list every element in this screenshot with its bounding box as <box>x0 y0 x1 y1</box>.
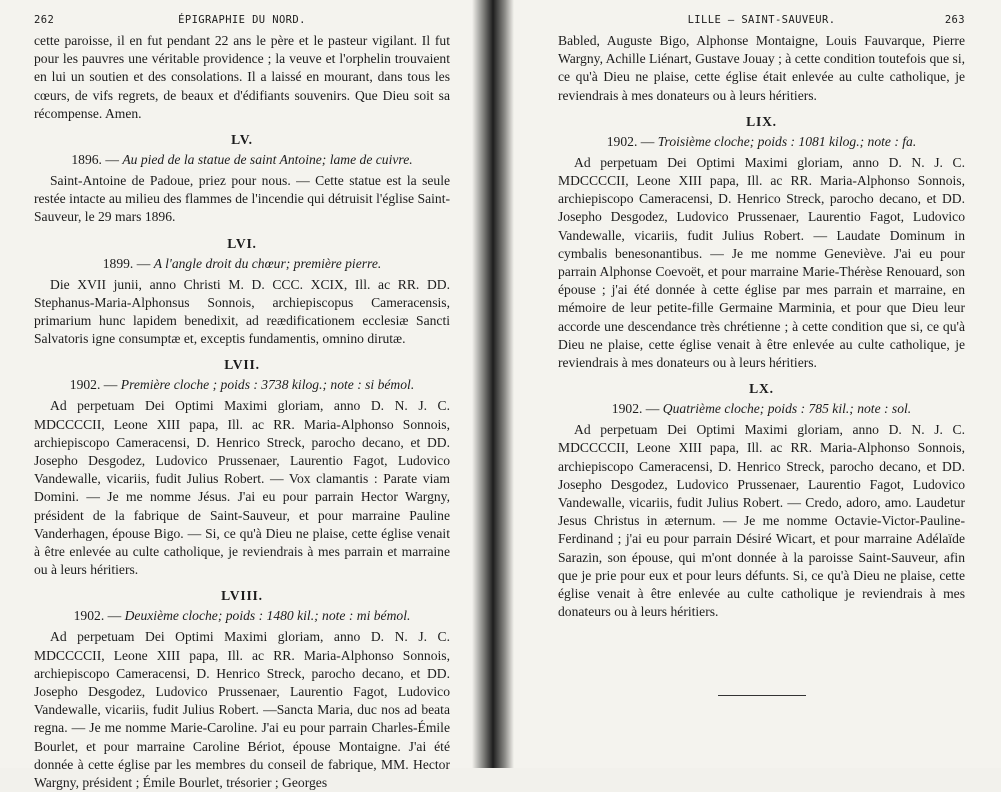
section-body: Saint-Antoine de Padoue, priez pour nous. — Cette statue est la seule restée intacte au milieu des flammes de l'incendie qui détruisit l'église Saint-Sauveur, le 29 mars 1896. <box>34 173 450 225</box>
section-heading: LVI. <box>227 235 257 251</box>
running-title: ÉPIGRAPHIE DU NORD. <box>178 14 306 26</box>
section-body: Ad perpetuam Dei Optimi Maximi gloriam, anno D. N. J. C. MDCCCCII, Leone XIII papa, Ill. ac RR. Maria-Alphonso Sonnois, archiepiscopo Cameracensi, D. Henrico Streck, parocho decano, et DD. Josepho Desgodez, Ludovico Prussenaer, Laurentio Fagot, Ludovico Vandewalle, vicariis, fudit Julius Robert. — Vox clamantis : Parate viam Domini. — Je me nomme Jésus. J'ai eu pour parrain Hector Wargny, président de la fabrique de Saint-Sauveur, et pour marraine Pauline Vanderhagen, épouse Bigo. — Si, ce qu'à Dieu ne plaise, cette église venait à être enlevée au culte catholique, je reviendrais à mes parrain et marraine ou à leurs héritiers. <box>34 398 450 578</box>
right-running-head <box>558 10 965 32</box>
section-body: Die XVII junii, anno Christi M. D. CCC. XCIX, Ill. ac RR. DD. Stephanus-Maria-Alphonsus Sonnois, archiepiscopus Cameracensis, primarium hunc lapidem benedixit, ad reædificationem ecclesiæ Sancti Salvatoris igne consumptæ et, exceptis fundamentis, omnino dirutæ. <box>34 276 450 347</box>
end-rule <box>558 681 965 700</box>
left-running-head <box>34 10 450 32</box>
section-heading: LVIII. <box>221 588 263 604</box>
running-title: LILLE — SAINT-SAUVEUR. <box>687 14 836 26</box>
section-body: Ad perpetuam Dei Optimi Maximi gloriam, anno D. N. J. C. MDCCCCII, Leone XIII papa, Ill. ac RR. Maria-Alphonso Sonnois, archiepiscopo Cameracensi, D. Henrico Streck, parocho decano, et DD. Josepho Desgodez, Ludovico Prussenaer, Laurentio Fagot, Ludovico Vandewalle, vicariis, fudit Julius Robert. — Laudate Dominum in cymbalis benesonantibus. — Je me nomme Geneviève. J'ai eu pour parrain Alphonse Coevoët, et pour marraine Marie-Thérèse Renouard, son épouse ; j'ai été donnée à cette église par mes parrain et marraine, en mémoire de leur petite-fille Germaine Marminia, et pour que Dieu leur accorde une descendance très chrétienne ; à cette condition que si, ce qu'à Dieu ne plaise, cette église venait à être enlevée au culte catholique, je reviendrais à mes donateurs ou à leurs héritiers. <box>558 154 965 371</box>
right-page <box>500 0 1001 768</box>
section-description: Première cloche ; poids : 3738 kilog.; note : si bémol. <box>120 377 415 393</box>
section-heading: LX. <box>749 381 774 397</box>
section-subheading <box>558 134 965 150</box>
section-description: Au pied de la statue de saint Antoine; lame de cuivre. <box>122 152 413 168</box>
section-subheading <box>558 401 965 417</box>
section-subheading <box>34 377 450 393</box>
section-year: 1899. — <box>102 255 151 271</box>
section-description: Deuxième cloche; poids : 1480 kil.; note : mi bémol. <box>124 608 411 624</box>
end-rule-line <box>718 695 806 696</box>
left-page <box>0 0 480 791</box>
section-subheading <box>34 152 450 168</box>
page-number: 262 <box>34 14 55 26</box>
section-description: Quatrième cloche; poids : 785 kil.; note : sol. <box>662 401 912 417</box>
section-body: Ad perpetuam Dei Optimi Maximi gloriam, anno D. N. J. C. MDCCCCII, Leone XIII papa, Ill. ac RR. Maria-Alphonso Sonnois, archiepiscopo Cameracensi, D. Henrico Streck, parocho decano, et DD. Josepho Desgodez, Ludovico Prussenaer, Laurentio Fagot, Ludovico Vandewalle, vicariis, fudit Julius Robert. —Sancta Maria, duc nos ad beata regna. — Je me nomme Marie-Caroline. J'ai eu pour parrain Charles-Émile Bourlet, et pour marraine Caroline Bériot, épouse Montaigne. J'ai été donnée à cette église par les membres du conseil de fabrique, MM. Hector Wargny, président ; Émile Bourlet, trésorier ; Georges <box>34 629 450 791</box>
book-gutter-shadow <box>472 0 514 768</box>
section-description: Troisième cloche; poids : 1081 kilog.; note : fa. <box>657 133 917 149</box>
continuation-paragraph: cette paroisse, il en fut pendant 22 ans le père et le pasteur vigilant. Il fut pour les pauvres une véritable providence ; la veuve et l'orphelin trouvaient en lui un soutien et des consolations. Il a laissé en mourant, dans tous les cœurs, de vifs regrets, de beaux et d'édifiants souvenirs. Que Dieu soit sa récompense. Amen. <box>34 33 450 121</box>
section-subheading <box>34 608 450 624</box>
section-year: 1902. — <box>73 608 122 624</box>
page-number: 263 <box>944 14 965 26</box>
section-year: 1896. — <box>71 152 119 168</box>
section-subheading <box>34 256 450 272</box>
section-body: Ad perpetuam Dei Optimi Maximi gloriam, anno D. N. J. C. MDCCCCII, Leone XIII papa, Ill. ac RR. Maria-Alphonso Sonnois, archiepiscopo Cameracensi, D. Henrico Streck, parocho decano, et DD. Josepho Desgodez, Ludovico Prussenaer, Laurentio Fagot, Ludovico Vandewalle, vicariis, fudit Julius Robert. — Credo, adoro, amo. Laudetur Jesus Christus in æternum. — Je me nomme Octavie-Victor-Pauline-Ferdinand ; j'ai eu pour parrain Désiré Wicart, et pour marraine Adélaïde Sarazin, son épouse, qui m'ont donnée à la paroisse Saint-Sauveur, afin que je prie pour eux et pour leurs défunts. Si, ce qu'à Dieu ne plaise, cette église venait à être enlevée au culte catholique je reviendrais à mes donateurs ou à leurs héritiers. <box>558 422 965 620</box>
section-year: 1902. — <box>606 133 655 149</box>
section-year: 1902. — <box>611 401 660 417</box>
section-heading: LIX. <box>746 113 777 129</box>
section-description: A l'angle droit du chœur; première pierre. <box>153 255 382 271</box>
section-heading: LV. <box>231 132 253 148</box>
section-year: 1902. — <box>69 377 118 393</box>
continuation-paragraph: Babled, Auguste Bigo, Alphonse Montaigne, Louis Fauvarque, Pierre Wargny, Achille Liénart, Gustave Jouay ; à cette condition toutefois que si, ce qu'à Dieu ne plaise, cette église était enlevée au culte catholique, je reviendrais à mes donateurs ou à leurs héritiers. <box>558 33 965 103</box>
section-heading: LVII. <box>224 357 260 373</box>
